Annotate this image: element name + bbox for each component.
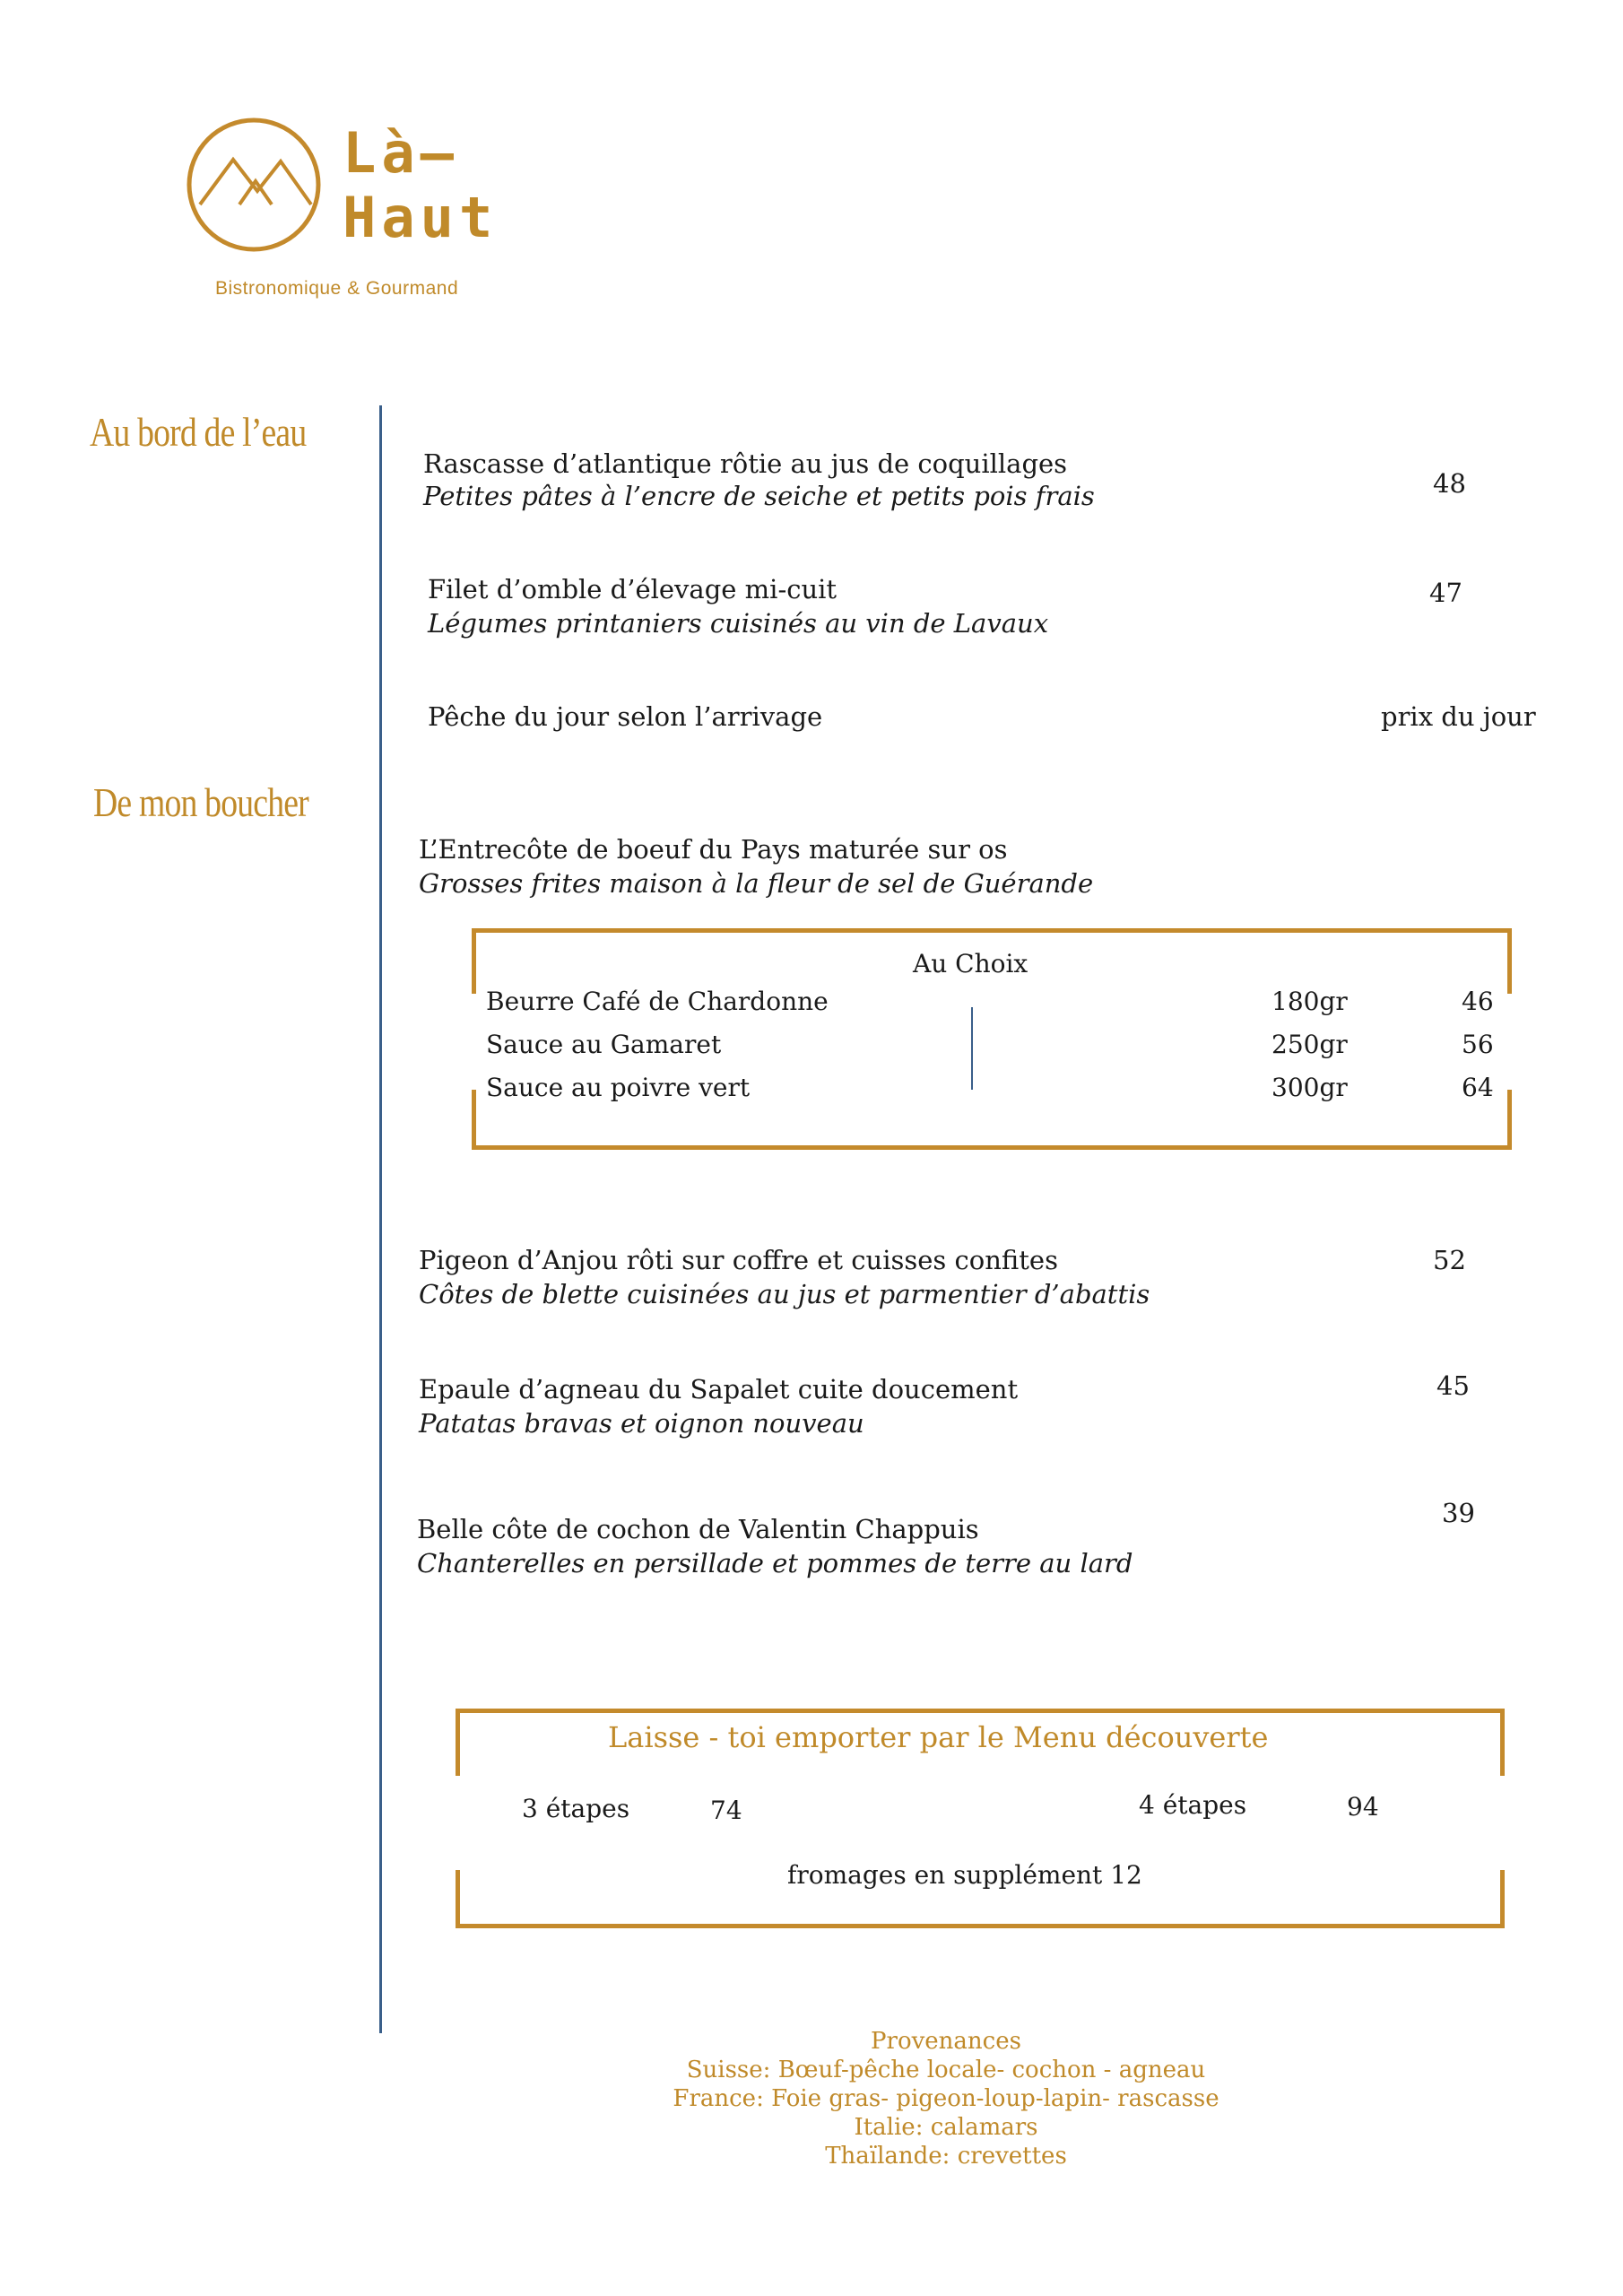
- dish-description: Chanterelles en persillade et pommes de terre au lard: [417, 1548, 1133, 1578]
- weight-option: 250gr: [1271, 1030, 1348, 1059]
- dish-item: [419, 834, 1093, 899]
- sauce-option: Sauce au Gamaret: [486, 1030, 722, 1059]
- weight-option: 300gr: [1271, 1073, 1348, 1102]
- vertical-divider: [379, 405, 382, 2033]
- dish-price: 48: [1433, 468, 1466, 499]
- dish-item: [428, 574, 1048, 639]
- discovery-option-price: 74: [710, 1796, 742, 1825]
- discovery-option-label: 4 étapes: [1139, 1790, 1247, 1820]
- provenances-title: Provenances: [871, 2028, 1021, 2055]
- dish-price: 52: [1433, 1245, 1466, 1275]
- provenance-line: Thaïlande: crevettes: [825, 2143, 1067, 2170]
- dish-item: [419, 1374, 1018, 1439]
- brand-tagline: Bistronomique & Gourmand: [215, 278, 459, 299]
- discovery-option-label: 3 étapes: [522, 1794, 630, 1823]
- dish-price: 47: [1429, 578, 1462, 608]
- brand-name-line2: Haut: [343, 185, 499, 250]
- provenance-line: France: Foie gras- pigeon-loup-lapin- rascasse: [673, 2085, 1219, 2112]
- discovery-title: Laisse - toi emporter par le Menu découverte: [608, 1720, 1269, 1754]
- dish-description: Grosses frites maison à la fleur de sel de Guérande: [419, 868, 1094, 899]
- dish-name: L’Entrecôte de boeuf du Pays maturée sur os: [419, 834, 1008, 865]
- sauce-option: Sauce au poivre vert: [486, 1073, 751, 1102]
- mountain-logo-icon: [184, 115, 327, 258]
- dish-description: Côtes de blette cuisinées au jus et parmentier d’abattis: [419, 1279, 1150, 1309]
- provenance-line: Suisse: Bœuf-pêche locale- cochon - agneau: [686, 2057, 1206, 2083]
- dish-name: Rascasse d’atlantique rôtie au jus de coquillages: [423, 448, 1068, 479]
- brand-name-line1: Là—: [343, 120, 459, 186]
- dish-name: Epaule d’agneau du Sapalet cuite doucement: [419, 1374, 1019, 1405]
- dish-item: [417, 1514, 1133, 1578]
- discovery-note: fromages en supplément 12: [787, 1860, 1142, 1890]
- provenances: [498, 2027, 1394, 2170]
- dish-name: Pêche du jour selon l’arrivage: [428, 701, 823, 732]
- weight-price: 64: [1462, 1073, 1494, 1102]
- provenance-line: Italie: calamars: [854, 2114, 1038, 2141]
- dish-description: Légumes printaniers cuisinés au vin de Lavaux: [428, 608, 1049, 639]
- dish-description: Petites pâtes à l’encre de seiche et petits pois frais: [423, 481, 1095, 511]
- dish-item: [423, 448, 1095, 511]
- dish-name: Filet d’omble d’élevage mi-cuit: [428, 574, 838, 604]
- dish-price: prix du jour: [1381, 701, 1536, 732]
- weight-price: 46: [1462, 987, 1494, 1016]
- sauce-option: Beurre Café de Chardonne: [486, 987, 829, 1016]
- choice-title: Au Choix: [913, 949, 1028, 978]
- section-title-water: Au bord de l’eau: [90, 409, 307, 455]
- weight-option: 180gr: [1271, 987, 1348, 1016]
- weight-price: 56: [1462, 1030, 1494, 1059]
- choice-divider: [971, 1007, 973, 1090]
- section-title-butcher: De mon boucher: [93, 779, 308, 825]
- dish-name: Pigeon d’Anjou rôti sur coffre et cuisses confites: [419, 1245, 1058, 1275]
- logo: [184, 115, 327, 258]
- discovery-option-price: 94: [1347, 1792, 1379, 1822]
- dish-price: 45: [1436, 1370, 1470, 1401]
- dish-name: Belle côte de cochon de Valentin Chappuis: [417, 1514, 979, 1544]
- dish-item: [419, 1245, 1150, 1309]
- dish-price: 39: [1442, 1498, 1475, 1528]
- dish-description: Patatas bravas et oignon nouveau: [419, 1408, 864, 1439]
